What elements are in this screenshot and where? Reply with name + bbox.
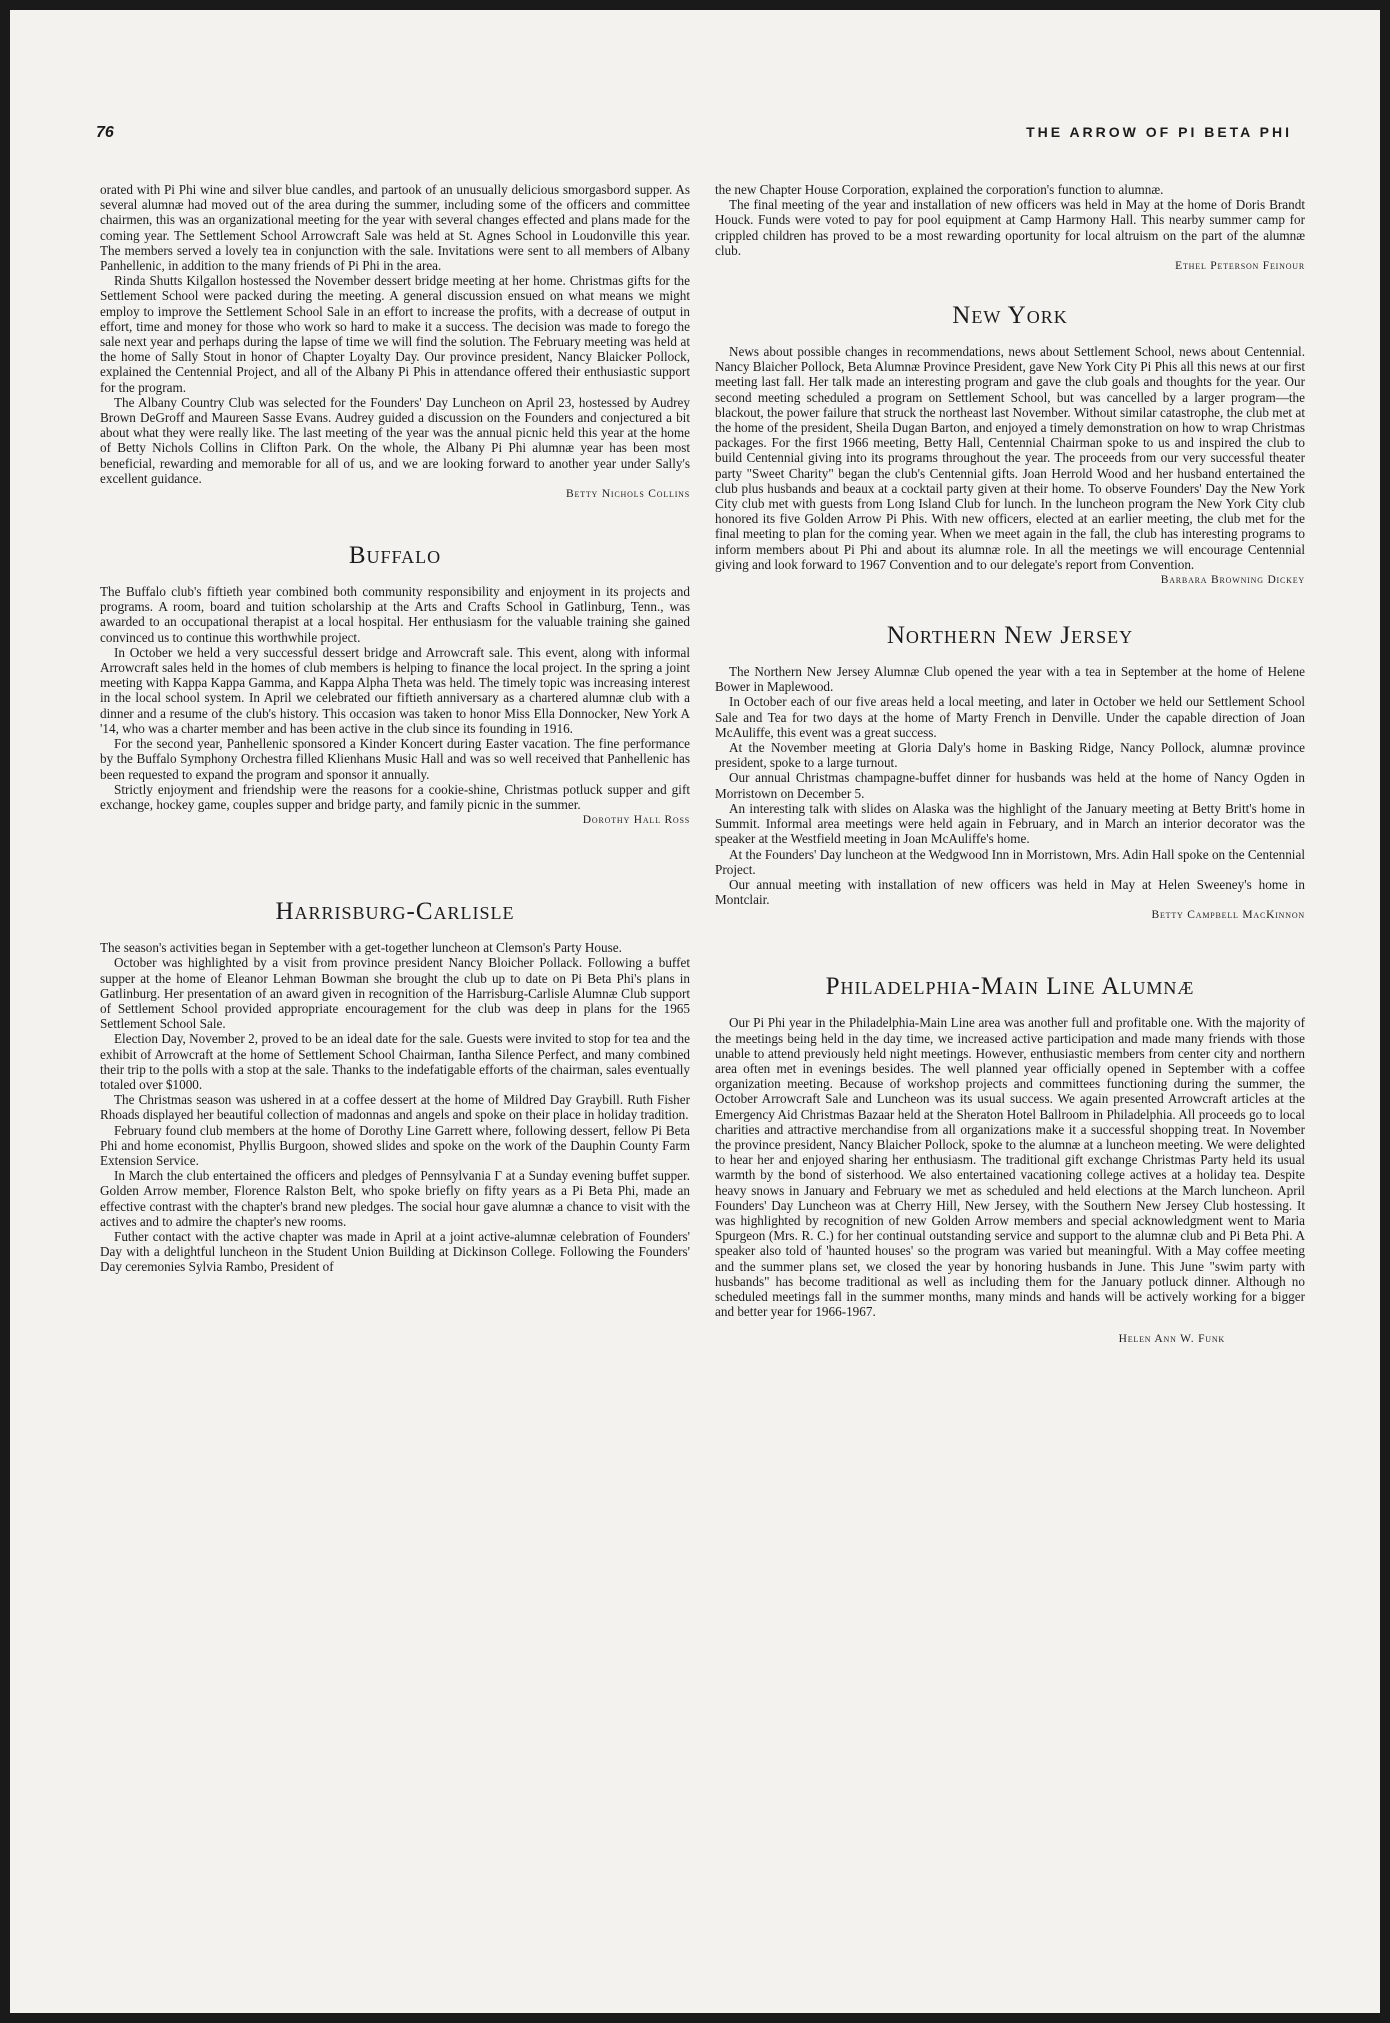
albany-report (100, 182, 690, 486)
northern-nj-report (715, 664, 1305, 907)
signature: Ethel Peterson Feinour (1175, 260, 1305, 273)
section-title-new-york: New York (952, 302, 1068, 330)
paragraph: February found club members at the home of Dorothy Line Garrett where, following dessert, fellow Pi Beta Phi and home economist, Phyllis Burgoon, showed slides and spoke on the work of the Dauphin County Farm Extension Service. (100, 1122, 690, 1168)
signature: Betty Nichols Collins (566, 488, 690, 501)
signature: Helen Ann W. Funk (1118, 1333, 1225, 1346)
left-column (100, 182, 690, 1275)
section-title-harrisburg: Harrisburg-Carlisle (275, 898, 515, 926)
paragraph: News about possible changes in recommendations, news about Settlement School, news about Centennial. Nancy Blaicher Pollock, Beta Alumnæ Province President, gave New York City Pi Phis all this news at our first meeting last fall. Her talk made an interesting program and gave the club goals and thoughts for the year. Our second meeting scheduled a program on Settlement School, but was cancelled by a larger program—the blackout, the power failure that struck the northeast last November. Without similar catastrophe, the club met at the home of the president, Sheila Dugan Barton, and enjoyed a timely demonstration on how to wrap Christmas packages. For the first 1966 meeting, Betty Hall, Centennial Chairman spoke to us and inspired the club to build Centennial giving into its programs throughout the year. The proceeds from our very successful theater party "Sweet Charity" began the club's Centennial gifts. Joan Herrold Wood and her husband entertained the club plus husbands and beaux at a cocktail party given at their home. To observe Founders' Day the New York City club met with guests from Long Island Club for lunch. In the luncheon program the New York City club honored its five Golden Arrow Pi Phis. With new officers, elected at an earlier meeting, the club met for the final meeting to plan for the coming year. When we meet again in the fall, the club has interesting programs to inform members about Pi Phi and about its alumnæ role. In all the meetings we will encourage Centennial giving and look forward to 1967 Convention and to our delegate's report from Convention. (715, 344, 1305, 572)
page-header (96, 124, 1292, 154)
paragraph: October was highlighted by a visit from province president Nancy Bloicher Pollack. Following a buffet supper at the home of Eleanor Lehman Bowman she brought the club up to date on Pi Beta Phi's plans in Gatlinburg. Her presentation of an award given in recognition of the Harrisburg-Carlisle Alumnæ Club support of Settlement School provided appropriate encouragement for the club was deep in plans for the 1965 Settlement School Sale. (100, 955, 690, 1032)
paragraph: The Christmas season was ushered in at a coffee dessert at the home of Mildred Day Graybill. Ruth Fisher Rhoads displayed her beautiful collection of madonnas and angels and spoke on their place in holiday tradition. (100, 1092, 690, 1123)
paragraph: Our Pi Phi year in the Philadelphia-Main Line area was another full and profitable one. With the majority of the meetings being held in the day time, we increased active participation and made many friends with those unable to attend previously held night meetings. However, enthusiastic members from center city and northern area often met in evenings besides. The well planned year officially opened in September with a coffee organization meeting. Because of workshop projects and committees functioning during the summer, the October Arrowcraft Sale and Luncheon was its usual success. We again presented Arrowcraft articles at the Emergency Aid Christmas Bazaar held at the Sheraton Hotel Ballroom in Philadelphia. All proceeds go to local charities and attractive merchandise from all organizations make it a successful shopping treat. In November the province president, Nancy Blaicher Pollock, spoke to the alumnæ at a luncheon meeting. We were delighted to hear her and enjoyed sharing her enthusiasm. The traditional gift exchange Christmas Party held its usual warmth by the bond of sisterhood. We also entertained vacationing college actives at a holiday tea. Despite heavy snows in January and February we met as scheduled and held elections at the March luncheon. April Founders' Day Luncheon was at Cherry Hill, New Jersey, with the Southern New Jersey Club hostessing. It was highlighted by recognition of new Golden Arrow members and special acknowledgment went to Maria Spurgeon (Mrs. R. C.) for her continual outstanding service and support to the alumnæ club and Pi Beta Phi. A speaker also told of 'haunted houses' so the program was varied but meaningful. With a May coffee meeting and the summer plans set, we closed the year by honoring husbands in June. This June "swim party with husbands" has become traditional as well as including them for the January potluck dinner. Although no scheduled meetings fall in the summer months, many minds and hands will be actively working for a bigger and better year for 1966-1967. (715, 1015, 1305, 1320)
section-title-philadelphia: Philadelphia-Main Line Alumnæ (825, 973, 1195, 1001)
paragraph: An interesting talk with slides on Alaska was the highlight of the January meeting at Betty Britt's home in Summit. Informal area meetings were held again in February, and in March an interior decorator was the speaker at the Westfield meeting in Joan McAuliffe's home. (715, 800, 1305, 847)
section-title-northern-new-jersey: Northern New Jersey (886, 622, 1134, 650)
buffalo-report (100, 584, 690, 812)
signature: Betty Campbell MacKinnon (1151, 909, 1305, 922)
right-column (715, 182, 1305, 1345)
philadelphia-report (715, 1015, 1305, 1319)
section-title-buffalo: Buffalo (348, 542, 442, 570)
signature: Barbara Browning Dickey (1160, 574, 1305, 587)
paragraph: Our annual meeting with installation of new officers was held in May at Helen Sweeney's home in Montclair. (715, 876, 1305, 908)
paragraph: orated with Pi Phi wine and silver blue candles, and partook of an unusually delicious smorgasbord supper. As several alumnæ had moved out of the area during the summer, including some of the officers and committee chairmen, this was an organizational meeting for the year with several changes effected and plans made for the coming year. The Settlement School Arrowcraft Sale was held at St. Agnes School in Loudonville this year. The members served a lovely tea in conjunction with the sale. Invitations were sent to all members of Albany Panhellenic, in addition to the many friends of Pi Phi in the area. (100, 182, 690, 274)
paragraph: Rinda Shutts Kilgallon hostessed the November dessert bridge meeting at her home. Christmas gifts for the Settlement School were packed during the meeting. A general discussion ensued on what means we might employ to improve the Settlement School Sale in an effort to increase the profits, with a decrease of output in effort, time and money for those who work so hard to make it a success. The decision was made to forego the sale next year and perhaps during the lapse of time we will find the solution. The February meeting was held at the home of Sally Stout in honor of Chapter Loyalty Day. Our province president, Nancy Blaicker Pollock, explained the Centennial Project, and all of the Albany Pi Phis in attendance offered their enthusiastic support for the program. (100, 273, 690, 395)
paragraph: the new Chapter House Corporation, explained the corporation's function to alumnæ. (715, 182, 1164, 197)
page (10, 10, 1380, 2013)
paragraph: Futher contact with the active chapter was made in April at a joint active-alumnæ celebration of Founders' Day with a delightful luncheon in the Student Union Building at Dickinson College. Following the Founders' Day ceremonies Sylvia Rambo, President of (100, 1228, 690, 1275)
paragraph: At the Founders' Day luncheon at the Wedgwood Inn in Morristown, Mrs. Adin Hall spoke on the Centennial Project. (715, 846, 1305, 877)
paragraph: Strictly enjoyment and friendship were the reasons for a cookie-shine, Christmas potluck supper and gift exchange, hockey game, couples supper and bridge party, and family picnic in the summer. (100, 781, 690, 812)
paragraph: The season's activities began in September with a get-together luncheon at Clemson's Party House. (100, 940, 622, 956)
paragraph: Election Day, November 2, proved to be an ideal date for the sale. Guests were invited to stop for tea and the exhibit of Arrowcraft at the home of Settlement School Chairman, Iantha Silence Perfect, and many combined their trip to the polls with a stop at the sale. Thanks to the indefatigable efforts of the chairman, sales eventually totaled over $1000. (100, 1031, 690, 1092)
paragraph: The Albany Country Club was selected for the Founders' Day Luncheon on April 23, hostessed by Audrey Brown DeGroff and Maureen Sasse Evans. Audrey guided a discussion on the Founders and conjectured a bit about what they were really like. The last meeting of the year was the annual picnic held this year at the home of Betty Nichols Collins in Clifton Park. On the whole, the Albany Pi Phi alumnæ year has been most beneficial, rewarding and memorable for all of us, and we are looking forward to another year under Sally's excellent guidance. (100, 394, 690, 486)
paragraph: The final meeting of the year and installation of new officers was held in May at the home of Doris Brandt Houck. Funds were voted to pay for pool equipment at Camp Harmony Hall. This nearby summer camp for crippled children has proved to be a most rewarding oportunity for local altruism on the part of the alumnæ club. (715, 197, 1305, 258)
new-york-report (715, 344, 1305, 572)
paragraph: Our annual Christmas champagne-buffet dinner for husbands was held at the home of Nancy Ogden in Morristown on December 5. (715, 770, 1305, 801)
signature: Dorothy Hall Ross (582, 814, 690, 827)
page-number: 76 (96, 124, 114, 141)
paragraph: At the November meeting at Gloria Daly's home in Basking Ridge, Nancy Pollock, alumnæ province president, spoke to a large turnout. (715, 740, 1305, 771)
publication-title: THE ARROW OF PI BETA PHI (1026, 124, 1292, 140)
paragraph: The Northern New Jersey Alumnæ Club opened the year with a tea in September at the home of Helene Bower in Maplewood. (715, 664, 1305, 695)
paragraph: The Buffalo club's fiftieth year combined both community responsibility and enjoyment in its projects and programs. A room, board and tuition scholarship at the Arts and Crafts School in Gatlinburg, Tenn., was awarded to an occupational therapist at a local hospital. Her enthusiasm for the valuable training she gained convinced us to continue this worthwhile project. (100, 584, 690, 645)
paragraph: In March the club entertained the officers and pledges of Pennsylvania Γ at a Sunday evening buffet supper. Golden Arrow member, Florence Ralston Belt, who spoke briefly on fifty years as a Pi Beta Phi, made an effective contrast with the chapter's brand new pledges. The social hour gave alumnæ a chance to visit with the actives and to admire the chapter's new rooms. (100, 1168, 690, 1229)
harrisburg-report (100, 940, 690, 1274)
paragraph: For the second year, Panhellenic sponsored a Kinder Koncert during Easter vacation. The fine performance by the Buffalo Symphony Orchestra filled Klienhans Music Hall and was so well received that Panhellenic has been requested to expand the program and sponsor it annually. (100, 736, 690, 782)
paragraph: In October we held a very successful dessert bridge and Arrowcraft sale. This event, along with informal Arrowcraft sales held in the homes of club members is helping to finance the local project. In the spring a joint meeting with Kappa Kappa Gamma, and Kappa Alpha Theta was held. The timely topic was increasing interest in the local school system. In April we celebrated our fiftieth anniversary as a chartered alumnæ club with a dinner and a resume of the club's history. This occasion was taken to honor Miss Ella Donnocker, New York A '14, who was a charter member and has been active in the club since its founding in 1916. (100, 644, 690, 736)
harrisburg-report-continued (715, 182, 1305, 258)
paragraph: In October each of our five areas held a local meeting, and later in October we held our Settlement School Sale and Tea for two days at the home of Marty French in Denville. Under the capable direction of Joan McAuliffe, this event was a great success. (715, 694, 1305, 740)
